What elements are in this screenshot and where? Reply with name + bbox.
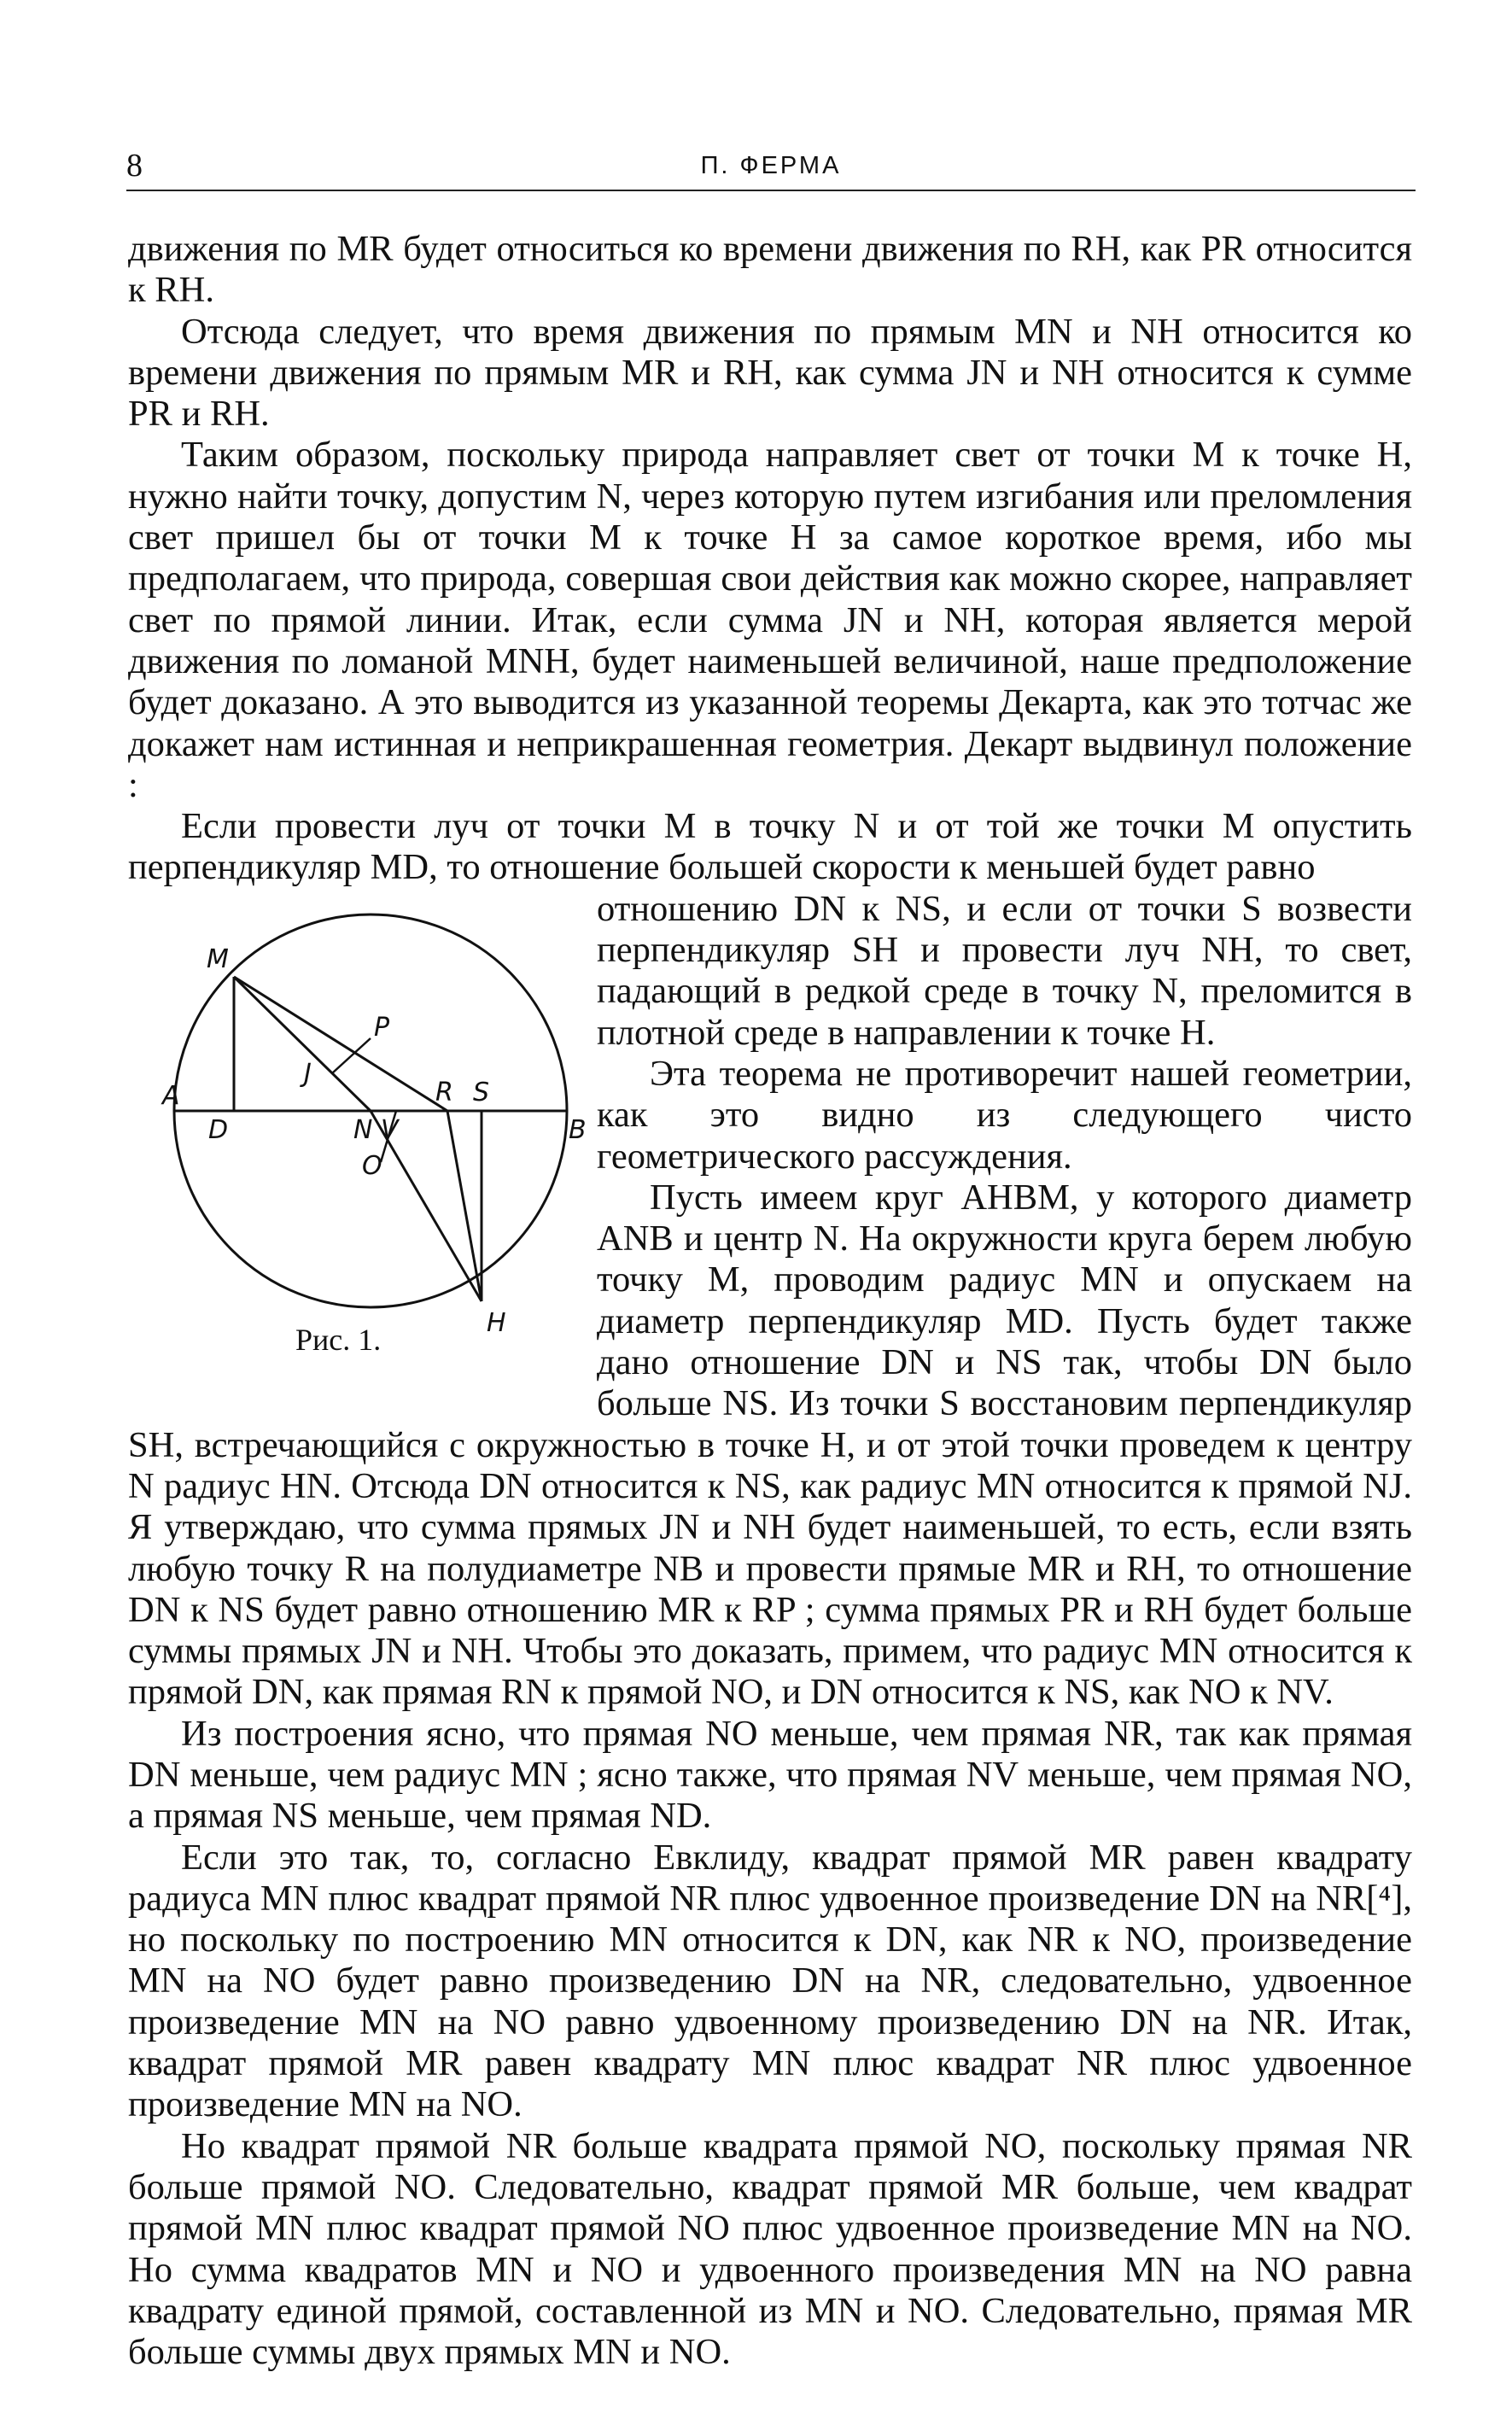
- label-s: S: [473, 1077, 490, 1107]
- line-mr: [234, 977, 447, 1111]
- main-text: [128, 229, 1412, 2373]
- paragraph-1: движения по MR будет относиться ко времени движения по RH, как PR относится к RH.: [128, 229, 1412, 311]
- header-rule: [126, 190, 1416, 191]
- label-p: P: [374, 1012, 390, 1043]
- running-header: [126, 147, 1416, 190]
- figure-caption: Рис. 1.: [295, 1322, 382, 1357]
- paragraph-5: Эта теорема не противоречит нашей геометрии, как это видно из следующего чисто геометрического рассуждения.: [597, 1053, 1412, 1177]
- running-title: П. ФЕРМА: [700, 152, 842, 179]
- label-m: M: [207, 944, 229, 974]
- paragraph-6: Пусть имеем круг AHBM, у которого диаметр ANB и центр N. На окружности круга берем любую точку M, проводим радиус MN и опускаем на диаметр перпендикуляр MD. Пусть будет также дано отношение DN и NS так, чтобы DN было больше NS. Из точки S восстановим перпендикуляр SH, встречающийся с окружностью в точке H, и от этой точки проведем к центру N радиус HN. Отсюда DN относится к NS, как радиус MN относится к прямой NJ. Я утверждаю, что сумма прямых JN и NH будет наименьшей, то есть, если взять любую точку R на полудиаметре NB и провести прямые MR и RH, то отношение DN к NS будет равно отношению MR к RP ; сумма прямых PR и RH будет больше суммы прямых JN и NH. Чтобы это доказать, примем, что радиус MN относится к прямой DN, как прямая RN к прямой NO, и DN относится к NS, как NO к NV.: [128, 1177, 1412, 1713]
- page-number: 8: [126, 148, 143, 184]
- label-b: B: [569, 1114, 587, 1145]
- label-h: H: [487, 1307, 506, 1338]
- paragraph-4-continued: отношению DN к NS, и если от точки S возвести перпендикуляр SH и провести луч NH, то свет, падающий в редкой среде в точку N, преломится в плотной среде в направлении к точке H.: [597, 888, 1412, 1053]
- paragraph-3: Таким образом, поскольку природа направляет свет от точки M к точке H, нужно найти точку, допустим N, через которую путем изгибания или преломления свет пришел бы от точки M к точке H за самое короткое время, ибо мы предполагаем, что природа, совершая свои действия как можно скорее, направляет свет по прямой линии. Итак, если сумма JN и NH, которая является мерой движения по ломаной MNH, будет наименьшей величиной, наше предположение будет доказано. А это выводится из указанной теоремы Декарта, как это тотчас же докажет нам истинная и неприкрашенная геометрия. Декарт выдвинул положение :: [128, 435, 1412, 805]
- label-j: J: [304, 1058, 312, 1089]
- radius-mn: [234, 977, 371, 1111]
- label-a: A: [162, 1080, 180, 1111]
- label-o: O: [362, 1150, 382, 1181]
- paragraph-8: Если это так, то, согласно Евклиду, квадрат прямой MR равен квадрату радиуса MN плюс квадрат прямой NR плюс удвоенное произведение DN на NR[⁴], но поскольку по построению MN относится к DN, как NR к NO, произведение MN на NO будет равно произведению DN на NR, следовательно, удвоенное произведение MN на NO равно удвоенному произведению DN на NR. Итак, квадрат прямой MR равен квадрату MN плюс квадрат NR плюс удвоенное произведение MN на NO.: [128, 1837, 1412, 2125]
- paragraph-9: Но квадрат прямой NR больше квадрата прямой NO, поскольку прямая NR больше прямой NO. Следовательно, квадрат прямой MR больше, чем квадрат прямой MN плюс квадрат прямой NO плюс удвоенное произведение MN на NO. Но сумма квадратов MN и NO и удвоенного произведения MN на NO равна квадрату единой прямой, составленной из MN и NO. Следовательно, прямая MR больше суммы двух прямых MN и NO.: [128, 2125, 1412, 2373]
- paragraph-4-start: Если провести луч от точки M в точку N и от той же точки M опустить перпендикуляр MD, то отношение большей скорости к меньшей будет равно: [128, 806, 1412, 888]
- label-d: D: [208, 1114, 229, 1145]
- label-r: R: [435, 1077, 453, 1107]
- label-v: V: [381, 1114, 399, 1145]
- figure-1: [125, 889, 587, 1401]
- label-n: N: [353, 1114, 373, 1145]
- paragraph-7: Из построения ясно, что прямая NO меньше, чем прямая NR, так как прямая DN меньше, чем радиус MN ; ясно также, что прямая NV меньше, чем прямая NO, а прямая NS меньше, чем прямая ND.: [128, 1713, 1412, 1837]
- paragraph-2: Отсюда следует, что время движения по прямым MN и NH относится ко времени движения по прямым MR и RH, как сумма JN и NH относится к сумме PR и RH.: [128, 311, 1412, 435]
